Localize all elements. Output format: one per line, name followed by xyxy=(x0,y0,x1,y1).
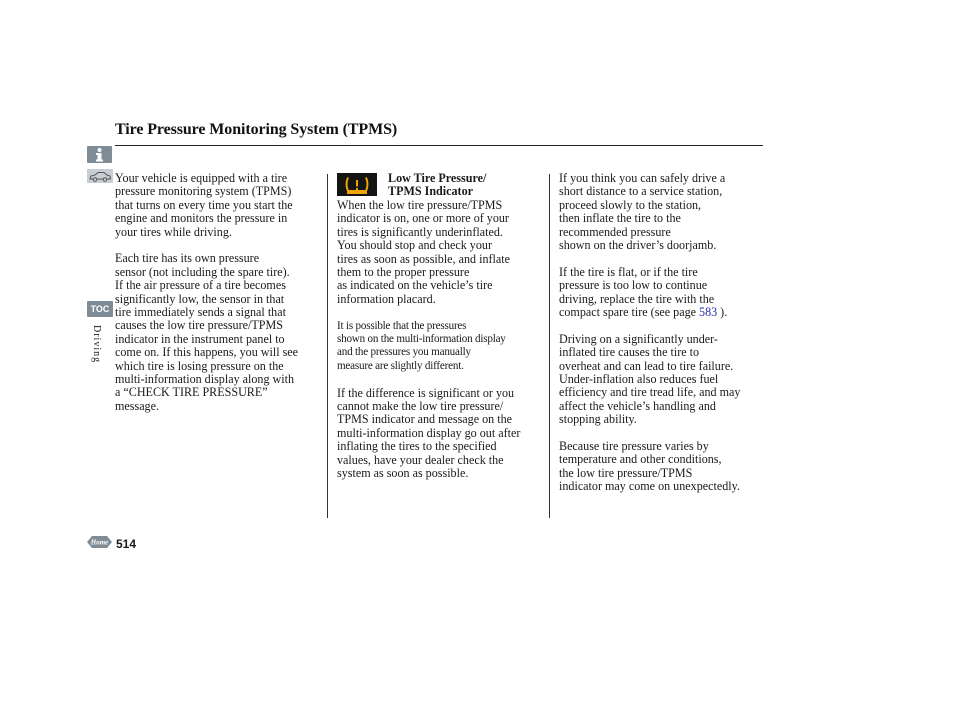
text-line: You should stop and check your xyxy=(337,238,492,253)
text-line: tires as soon as possible, and inflate xyxy=(337,251,510,266)
text-line: tire immediately sends a signal that xyxy=(115,305,286,320)
text-line: compact spare tire (see page xyxy=(559,305,700,320)
text-line: short distance to a service station, xyxy=(559,184,723,199)
text-line: as indicated on the vehicle’s tire xyxy=(337,278,493,293)
text-line: overheat and can lead to tire failure. xyxy=(559,358,734,373)
text-line: then inflate the tire to the xyxy=(559,211,681,226)
toc-button[interactable] xyxy=(87,301,113,317)
text-line: Because tire pressure varies by xyxy=(559,439,709,454)
text-line: message. xyxy=(115,398,159,413)
section-label: Driving xyxy=(91,325,102,364)
paragraph xyxy=(559,266,769,320)
text-line: Under-inflation also reduces fuel xyxy=(559,372,719,387)
text-line: driving, replace the tire with the xyxy=(559,291,715,306)
text-line: which tire is losing pressure on the xyxy=(115,358,284,373)
heading-line: TPMS Indicator xyxy=(388,184,473,199)
text-line: shown on the driver’s doorjamb. xyxy=(559,238,717,253)
text-line: If you think you can safely drive a xyxy=(559,171,726,185)
info-icon[interactable] xyxy=(87,146,112,163)
text-line: measure are slightly different. xyxy=(337,359,464,372)
text-line: pressure monitoring system (TPMS) xyxy=(115,184,292,199)
text-line: system as soon as possible. xyxy=(337,466,469,481)
text-line: indicator is on, one or more of your xyxy=(337,211,509,226)
text-line: causes the low tire pressure/TPMS xyxy=(115,318,283,333)
text-line: significantly low, the sensor in that xyxy=(115,291,285,306)
text-line: It is possible that the pressures xyxy=(337,319,467,332)
text-line: come on. If this happens, you will see xyxy=(115,345,299,360)
text-line: Each tire has its own pressure xyxy=(115,251,260,266)
text-line: stopping ability. xyxy=(559,412,637,427)
tpms-warning-icon xyxy=(337,173,377,196)
text-line: affect the vehicle’s handling and xyxy=(559,398,716,413)
text-line: Driving on a significantly under- xyxy=(559,331,718,346)
text-line: shown on the multi-information display xyxy=(337,333,506,346)
paragraph xyxy=(559,333,769,427)
text-line: inflating the tires to the specified xyxy=(337,439,497,454)
column-divider xyxy=(549,174,550,518)
text-line: tires is significantly underinflated. xyxy=(337,224,503,239)
text-line: recommended pressure xyxy=(559,224,671,239)
text-line: them to the proper pressure xyxy=(337,265,470,280)
text-line: multi-information display along with xyxy=(115,372,295,387)
text-line: When the low tire pressure/TPMS xyxy=(337,198,503,212)
text-line: your tires while driving. xyxy=(115,224,232,239)
home-icon[interactable] xyxy=(86,534,113,550)
page-title: Tire Pressure Monitoring System (TPMS) xyxy=(115,121,398,138)
text-line: information placard. xyxy=(337,291,436,306)
text-line: proceed slowly to the station, xyxy=(559,197,702,212)
paragraph xyxy=(337,387,547,481)
title-divider xyxy=(115,145,763,146)
text-line: sensor (not including the spare tire). xyxy=(115,264,290,279)
paragraph xyxy=(559,440,769,494)
text-line: indicator may come on unexpectedly. xyxy=(559,479,740,494)
paragraph xyxy=(559,172,769,252)
paragraph xyxy=(115,172,325,239)
page-link[interactable]: 583 xyxy=(699,305,718,320)
car-icon[interactable] xyxy=(87,169,113,183)
column-2 xyxy=(337,199,547,481)
text-line: If the difference is significant or you xyxy=(337,385,515,400)
text-line: indicator in the instrument panel to xyxy=(115,331,285,346)
column-1 xyxy=(115,172,325,413)
text-line: a “CHECK TIRE PRESSURE” xyxy=(115,385,268,400)
column-3 xyxy=(559,172,769,494)
text-line: ). xyxy=(717,305,728,320)
text-line: temperature and other conditions, xyxy=(559,452,722,467)
column-divider xyxy=(327,174,328,518)
paragraph xyxy=(337,199,547,306)
text-line: If the air pressure of a tire becomes xyxy=(115,278,286,293)
text-line: pressure is too low to continue xyxy=(559,278,708,293)
indicator-heading xyxy=(388,172,548,199)
text-line: that turns on every time you start the xyxy=(115,197,293,212)
home-label: Home xyxy=(90,538,109,547)
toc-label: TOC xyxy=(90,304,110,314)
text-line: TPMS indicator and message on the xyxy=(337,412,512,427)
text-line: values, have your dealer check the xyxy=(337,452,504,467)
paragraph xyxy=(115,252,325,413)
heading-line: Low Tire Pressure/ xyxy=(388,171,487,185)
text-line: cannot make the low tire pressure/ xyxy=(337,399,504,414)
text-line: engine and monitors the pressure in xyxy=(115,211,288,226)
text-line: and the pressures you manually xyxy=(337,346,471,359)
text-line: efficiency and tire tread life, and may xyxy=(559,385,741,400)
text-line: Your vehicle is equipped with a tire xyxy=(115,171,288,185)
text-line: multi-information display go out after xyxy=(337,425,521,440)
text-line: If the tire is flat, or if the tire xyxy=(559,264,698,279)
paragraph xyxy=(337,320,547,374)
text-line: the low tire pressure/TPMS xyxy=(559,465,693,480)
page-number: 514 xyxy=(116,537,137,551)
text-line: inflated tire causes the tire to xyxy=(559,345,700,360)
